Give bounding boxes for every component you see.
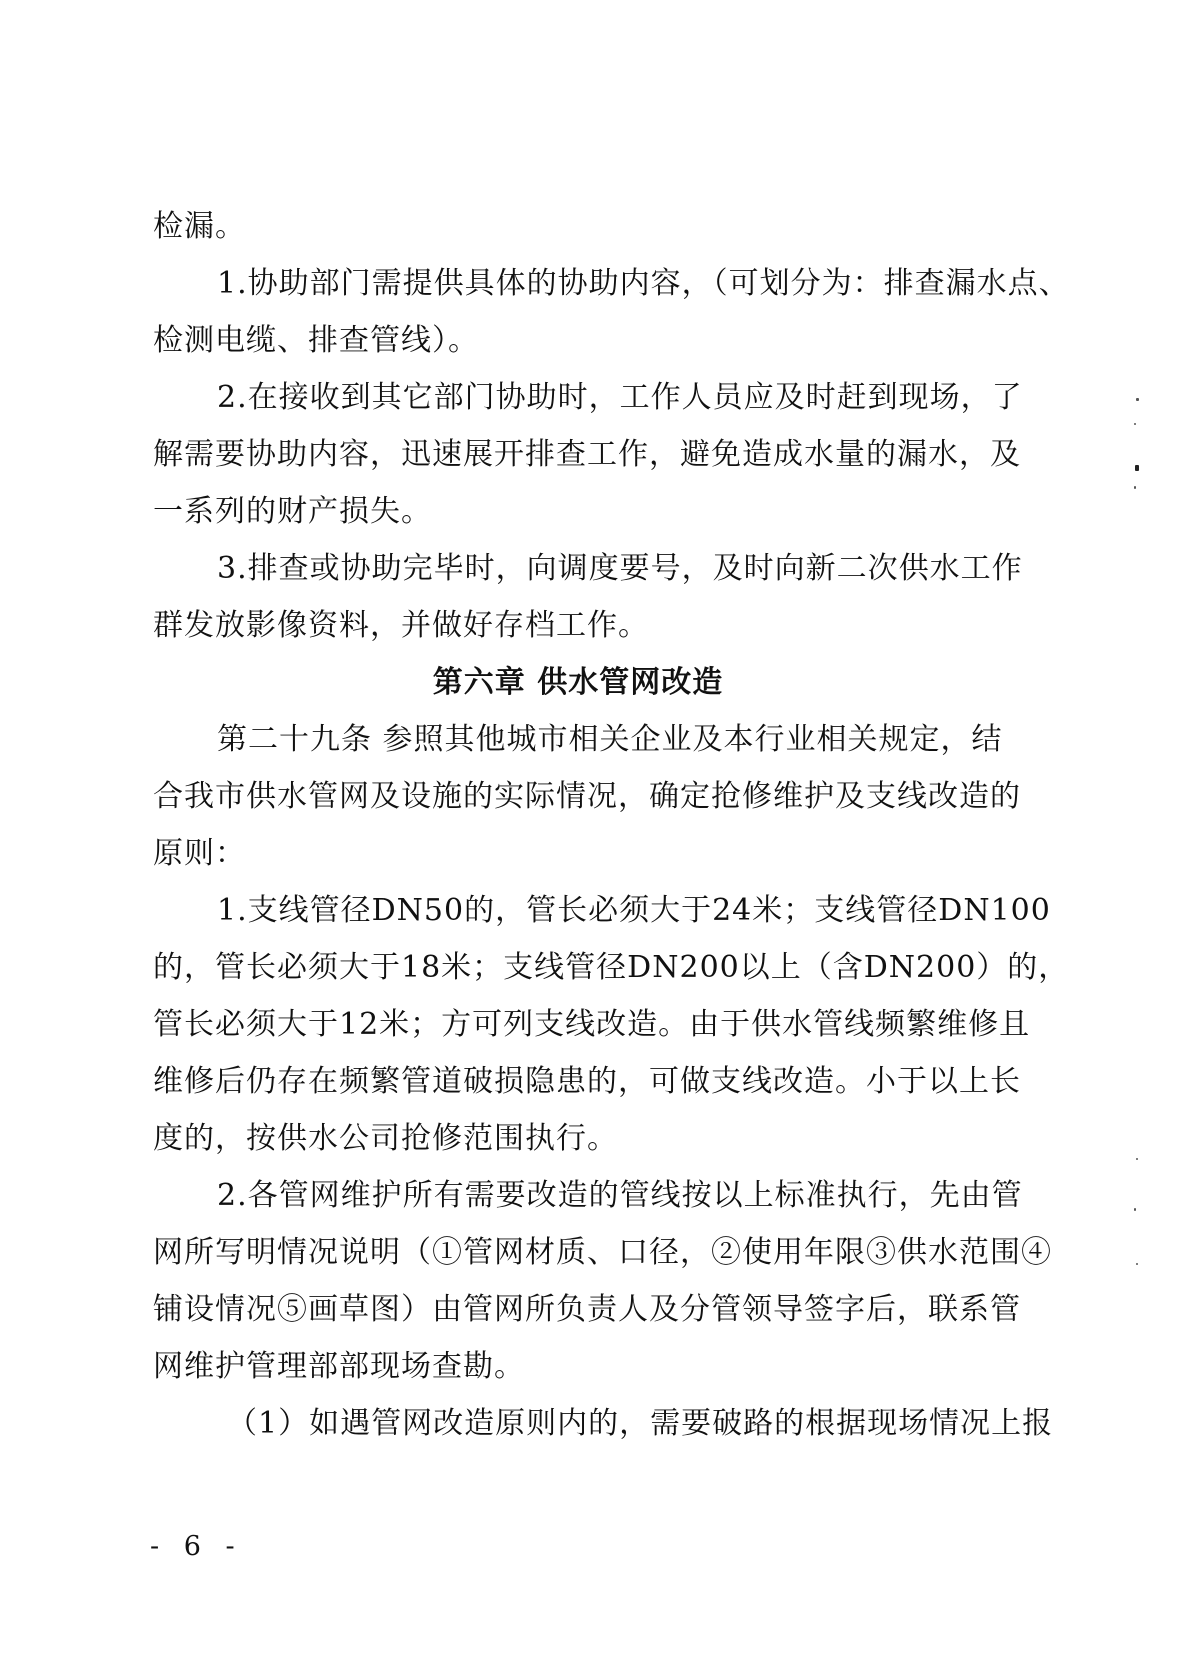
scan-speck	[1134, 423, 1136, 425]
page-number: - 6 -	[150, 1531, 243, 1562]
body-line: 度的，按供水公司抢修范围执行。	[153, 1121, 618, 1156]
body-line: 维修后仍存在频繁管道破损隐患的，可做支线改造。小于以上长	[153, 1064, 1021, 1099]
body-line: 群发放影像资料，并做好存档工作。	[153, 608, 649, 643]
body-line: 网所写明情况说明（①管网材质、口径，②使用年限③供水范围④	[153, 1235, 1052, 1270]
body-line: 一系列的财产损失。	[153, 494, 432, 529]
scan-speck	[1134, 486, 1136, 489]
body-line: 原则：	[153, 836, 246, 871]
body-line: 第二十九条 参照其他城市相关企业及本行业相关规定，结	[217, 722, 1003, 757]
body-line: 合我市供水管网及设施的实际情况，确定抢修维护及支线改造的	[153, 779, 1021, 814]
scan-speck	[1136, 398, 1139, 401]
body-line: 检测电缆、排查管线）。	[153, 323, 479, 358]
body-line: 3.排查或协助完毕时，向调度要号，及时向新二次供水工作	[217, 551, 1023, 586]
body-line: 检漏。	[153, 209, 246, 244]
body-line: 2.各管网维护所有需要改造的管线按以上标准执行，先由管	[217, 1178, 1023, 1213]
body-line: 的，管长必须大于18米；支线管径DN200以上（含DN200）的，	[153, 950, 1070, 985]
body-line: 解需要协助内容，迅速展开排查工作，避免造成水量的漏水，及	[153, 437, 1021, 472]
chapter-heading: 第六章 供水管网改造	[432, 665, 724, 700]
scan-speck	[1134, 1208, 1136, 1211]
scan-speck	[1135, 465, 1139, 471]
body-line: 管长必须大于12米；方可列支线改造。由于供水管线频繁维修且	[153, 1007, 1031, 1042]
scan-speck	[1136, 1158, 1138, 1160]
body-line: 网维护管理部部现场查勘。	[153, 1349, 525, 1384]
scan-speck	[1136, 1263, 1138, 1265]
body-line: 1.支线管径DN50的，管长必须大于24米；支线管径DN100	[217, 893, 1051, 928]
body-line: （1）如遇管网改造原则内的，需要破路的根据现场情况上报	[227, 1406, 1054, 1441]
document-body	[153, 198, 1070, 1452]
body-line: 1.协助部门需提供具体的协助内容，（可划分为：排查漏水点、	[217, 266, 1070, 301]
body-line: 铺设情况⑤画草图）由管网所负责人及分管领导签字后，联系管	[153, 1292, 1021, 1327]
body-line: 2.在接收到其它部门协助时，工作人员应及时赶到现场，了	[217, 380, 1023, 415]
